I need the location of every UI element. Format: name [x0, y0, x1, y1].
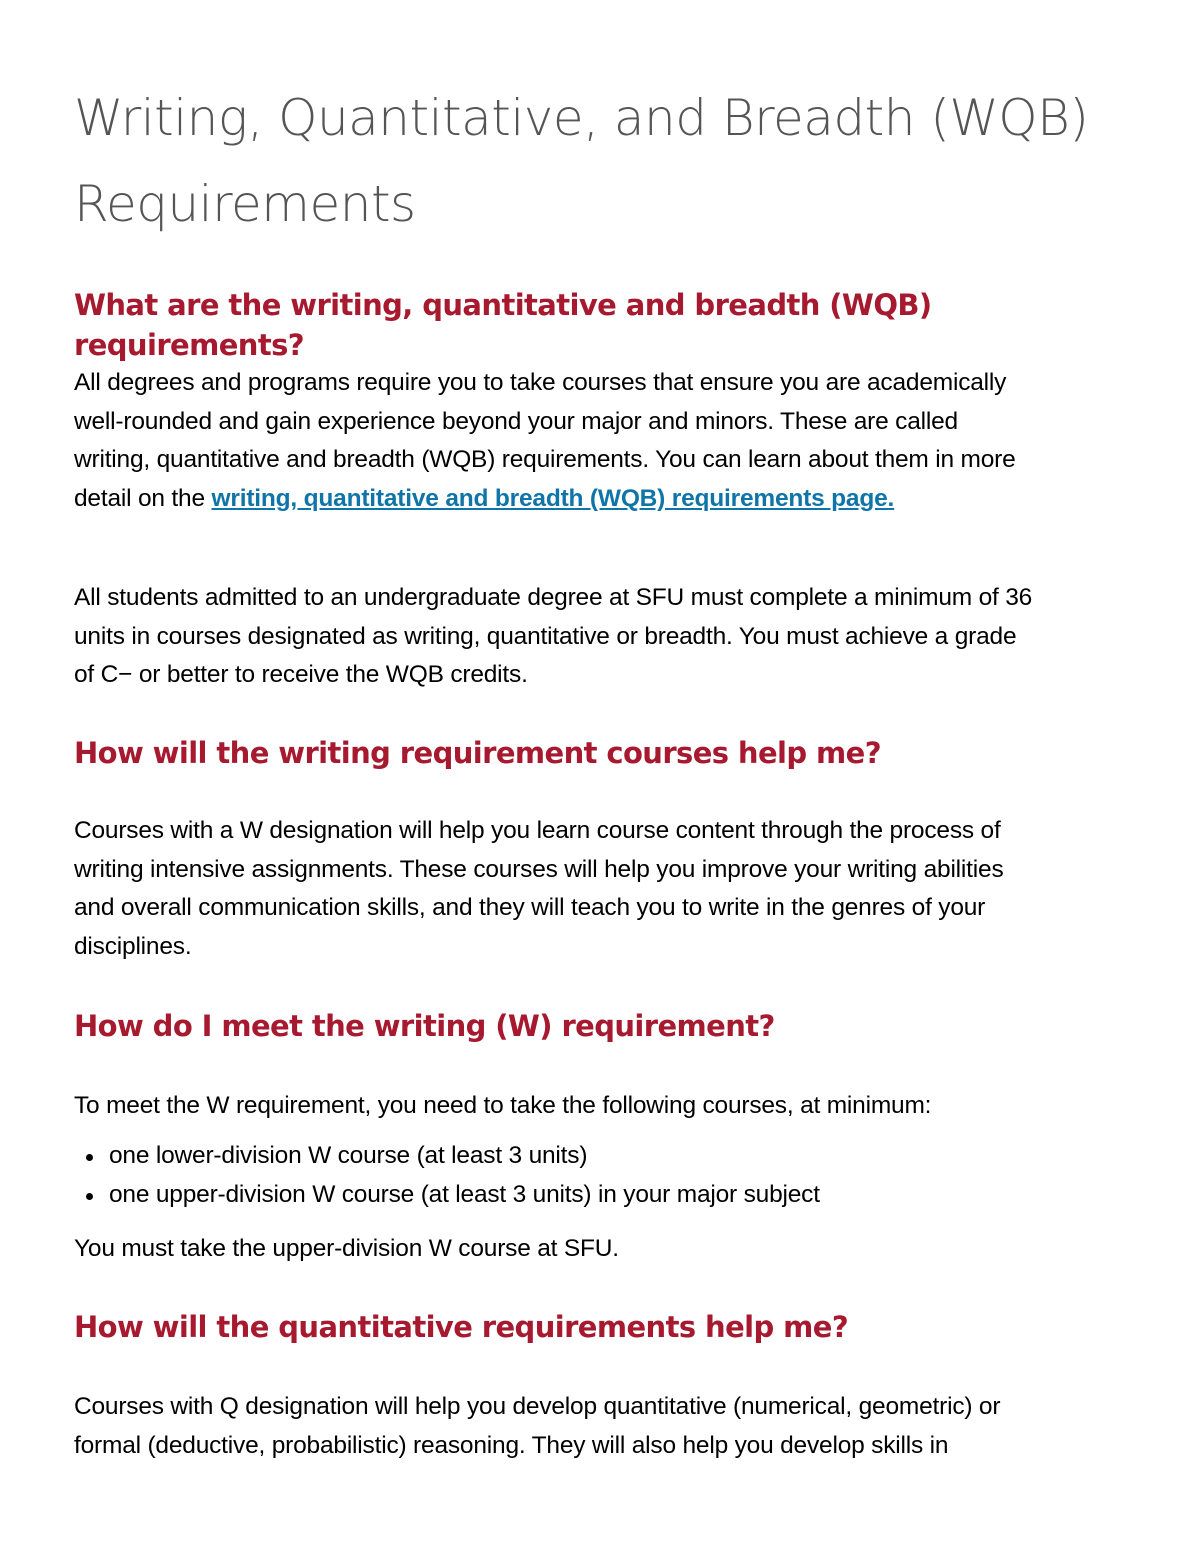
paragraph-w-note: You must take the upper-division W course at SFU.	[74, 1235, 619, 1262]
paragraph-quantitative-help	[74, 1388, 1154, 1465]
text-line: Courses with a W designation will help you learn course content through the process of	[74, 817, 1001, 844]
text-line: and overall communication skills, and they will teach you to write in the genres of your	[74, 894, 986, 922]
text-line: disciplines.	[74, 932, 192, 960]
list-item-text: one upper-division W course (at least 3 units) in your major subject	[109, 1180, 820, 1208]
section-heading: How do I meet the writing (W) requirement?	[74, 1009, 775, 1043]
paragraph-w-intro: To meet the W requirement, you need to take the following courses, at minimum:	[74, 1092, 932, 1119]
section-heading: What are the writing, quantitative and breadth (WQB) requirements?	[74, 288, 932, 362]
text-line: All degrees and programs require you to take courses that ensure you are academically	[74, 369, 1007, 396]
text-line: writing intensive assignments. These courses will help you improve your writing abilities	[74, 855, 1004, 883]
section-heading: How will the quantitative requirements help me?	[74, 1310, 849, 1344]
text-line: of C− or better to receive the WQB credits.	[74, 661, 528, 689]
page-title	[74, 75, 1154, 247]
list-item	[74, 1137, 1154, 1176]
text-line: units in courses designated as writing, quantitative or breadth. You must achieve a grade	[74, 622, 1017, 650]
title-line: Writing, Quantitative, and Breadth (WQB)	[74, 89, 1089, 147]
title-line: Requirements	[74, 175, 416, 233]
text-line: formal (deductive, probabilistic) reasoning. They will also help you develop skills in	[74, 1431, 949, 1459]
w-requirement-list	[74, 1137, 1154, 1214]
bullet-icon	[86, 1154, 93, 1161]
section-heading: How will the writing requirement courses help me?	[74, 736, 881, 770]
list-item	[74, 1176, 1154, 1215]
text-line: All students admitted to an undergraduate degree at SFU must complete a minimum of 36	[74, 584, 1033, 611]
wqb-requirements-link[interactable]: writing, quantitative and breadth (WQB) requirements page.	[211, 484, 895, 512]
list-item-text: one lower-division W course (at least 3 units)	[109, 1142, 588, 1169]
text-line: well-rounded and gain experience beyond your major and minors. These are called	[74, 407, 958, 435]
paragraph-minimum-units	[74, 579, 1154, 695]
text-line: writing, quantitative and breadth (WQB) requirements. You can learn about them in more	[74, 446, 1016, 474]
text-line: detail on the	[74, 484, 212, 512]
paragraph-writing-help	[74, 812, 1154, 966]
bullet-icon	[86, 1193, 93, 1200]
paragraph-intro	[74, 364, 1154, 518]
text-line: Courses with Q designation will help you develop quantitative (numerical, geometric) or	[74, 1393, 1001, 1420]
